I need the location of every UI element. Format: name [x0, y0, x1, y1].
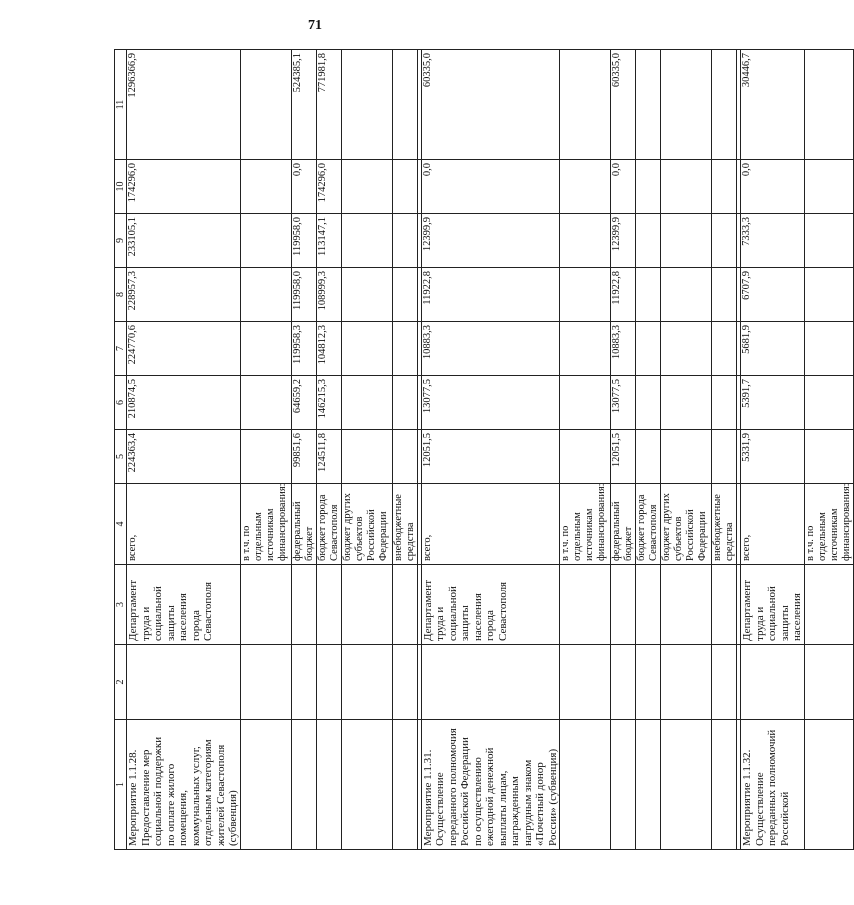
- column-number: 2: [115, 645, 127, 720]
- column-2-cell: [127, 645, 241, 720]
- value-cell: 113147,1: [316, 214, 341, 268]
- table-row: [421, 50, 560, 850]
- executor-cell: Департамент труда и социальной защиты населения города Севастополя: [421, 565, 560, 645]
- value-cell: 524385,1: [291, 50, 316, 160]
- value-cell: 7333,3: [741, 214, 805, 268]
- source-federal: федеральный бюджет: [611, 484, 636, 565]
- value-cell: 30446,7: [741, 50, 805, 160]
- column-number: 9: [115, 214, 127, 268]
- value-cell: 5681,9: [741, 322, 805, 376]
- value-cell: 119958,0: [291, 268, 316, 322]
- value-cell: 5391,7: [741, 376, 805, 430]
- column-number: 6: [115, 376, 127, 430]
- column-number: 3: [115, 565, 127, 645]
- value-cell: 10883,3: [421, 322, 560, 376]
- value-cell: 104812,3: [316, 322, 341, 376]
- column-number: 1: [115, 720, 127, 850]
- value-cell: 174296,0: [127, 160, 241, 214]
- column-2-cell: [421, 645, 560, 720]
- table-row: [240, 50, 291, 850]
- value-cell: 64659,2: [291, 376, 316, 430]
- source-incl: в т.ч. по отдельным источникам финансирования:: [560, 484, 611, 565]
- table-row: [291, 50, 316, 850]
- table-row: [127, 50, 241, 850]
- table-row: [392, 50, 417, 850]
- column-number: 11: [115, 50, 127, 160]
- column-2-cell: [741, 645, 805, 720]
- table-row: [611, 50, 636, 850]
- page-number: 71: [308, 18, 322, 33]
- source-sevastopol: бюджет города Севастополя: [316, 484, 341, 565]
- table-row: [636, 50, 661, 850]
- source-incl: в т.ч. по отдельным источникам финансирования:: [804, 484, 853, 565]
- source-federal: федеральный бюджет: [291, 484, 316, 565]
- rotated-table-container: [114, 50, 852, 850]
- table-row: [341, 50, 392, 850]
- source-incl: в т.ч. по отдельным источникам финансирования:: [240, 484, 291, 565]
- value-cell: 0,0: [611, 160, 636, 214]
- value-cell: 224363,4: [127, 430, 241, 484]
- value-cell: 0,0: [421, 160, 560, 214]
- value-cell: 10883,3: [611, 322, 636, 376]
- value-cell: 224770,6: [127, 322, 241, 376]
- value-cell: 0,0: [291, 160, 316, 214]
- source-regions: бюджет других субъектов Российской Федерации: [341, 484, 392, 565]
- value-cell: 146215,3: [316, 376, 341, 430]
- column-number-row: [115, 50, 127, 850]
- value-cell: 0,0: [741, 160, 805, 214]
- executor-cell: Департамент труда и социальной защиты населения: [741, 565, 805, 645]
- value-cell: 119958,3: [291, 322, 316, 376]
- value-cell: 5331,9: [741, 430, 805, 484]
- value-cell: 12399,9: [421, 214, 560, 268]
- value-cell: 12051,5: [611, 430, 636, 484]
- value-cell: 771981,8: [316, 50, 341, 160]
- table-row: [804, 50, 853, 850]
- value-cell: 124511,8: [316, 430, 341, 484]
- value-cell: 108999,3: [316, 268, 341, 322]
- table-row: [661, 50, 712, 850]
- table-row: [741, 50, 805, 850]
- table-row: [560, 50, 611, 850]
- column-number: 4: [115, 484, 127, 565]
- value-cell: 13077,5: [611, 376, 636, 430]
- value-cell: 1296366,9: [127, 50, 241, 160]
- value-cell: 6707,9: [741, 268, 805, 322]
- value-cell: 60335,0: [421, 50, 560, 160]
- value-cell: 99851,6: [291, 430, 316, 484]
- value-cell: 12399,9: [611, 214, 636, 268]
- event-cell: Мероприятие 1.1.28. Предоставление мер социальной поддержки по оплате жилого помещения, коммунальных услуг, отдельным категориям жителей Севастополя (субвенция): [127, 720, 241, 850]
- source-regions: бюджет других субъектов Российской Федерации: [661, 484, 712, 565]
- column-number: 7: [115, 322, 127, 376]
- value-cell: 174296,0: [316, 160, 341, 214]
- column-number: 8: [115, 268, 127, 322]
- value-cell: 228957,3: [127, 268, 241, 322]
- financing-table: [114, 49, 854, 850]
- value-cell: 12051,5: [421, 430, 560, 484]
- column-number: 5: [115, 430, 127, 484]
- executor-cell: Департамент труда и социальной защиты населения города Севастополя: [127, 565, 241, 645]
- table-row: [712, 50, 737, 850]
- source-sevastopol: бюджет города Севастополя: [636, 484, 661, 565]
- value-cell: 11922,8: [611, 268, 636, 322]
- source-total: всего,: [421, 484, 560, 565]
- event-cell: Мероприятие 1.1.31. Осуществление переданного полномочия Российской Федерации по осуществлению ежегодной денежной выплаты лицам, награжденным нагрудным знаком «Почетный донор России» (субвенция): [421, 720, 560, 850]
- source-total: всего,: [741, 484, 805, 565]
- source-total: всего,: [127, 484, 241, 565]
- value-cell: 13077,5: [421, 376, 560, 430]
- value-cell: 11922,8: [421, 268, 560, 322]
- value-cell: 210874,5: [127, 376, 241, 430]
- source-offbudget: внебюджетные средства: [712, 484, 737, 565]
- event-cell: Мероприятие 1.1.32. Осуществление переданных полномочий Российской: [741, 720, 805, 850]
- value-cell: 233105,1: [127, 214, 241, 268]
- value-cell: 60335,0: [611, 50, 636, 160]
- column-number: 10: [115, 160, 127, 214]
- source-offbudget: внебюджетные средства: [392, 484, 417, 565]
- table-row: [316, 50, 341, 850]
- value-cell: 119958,0: [291, 214, 316, 268]
